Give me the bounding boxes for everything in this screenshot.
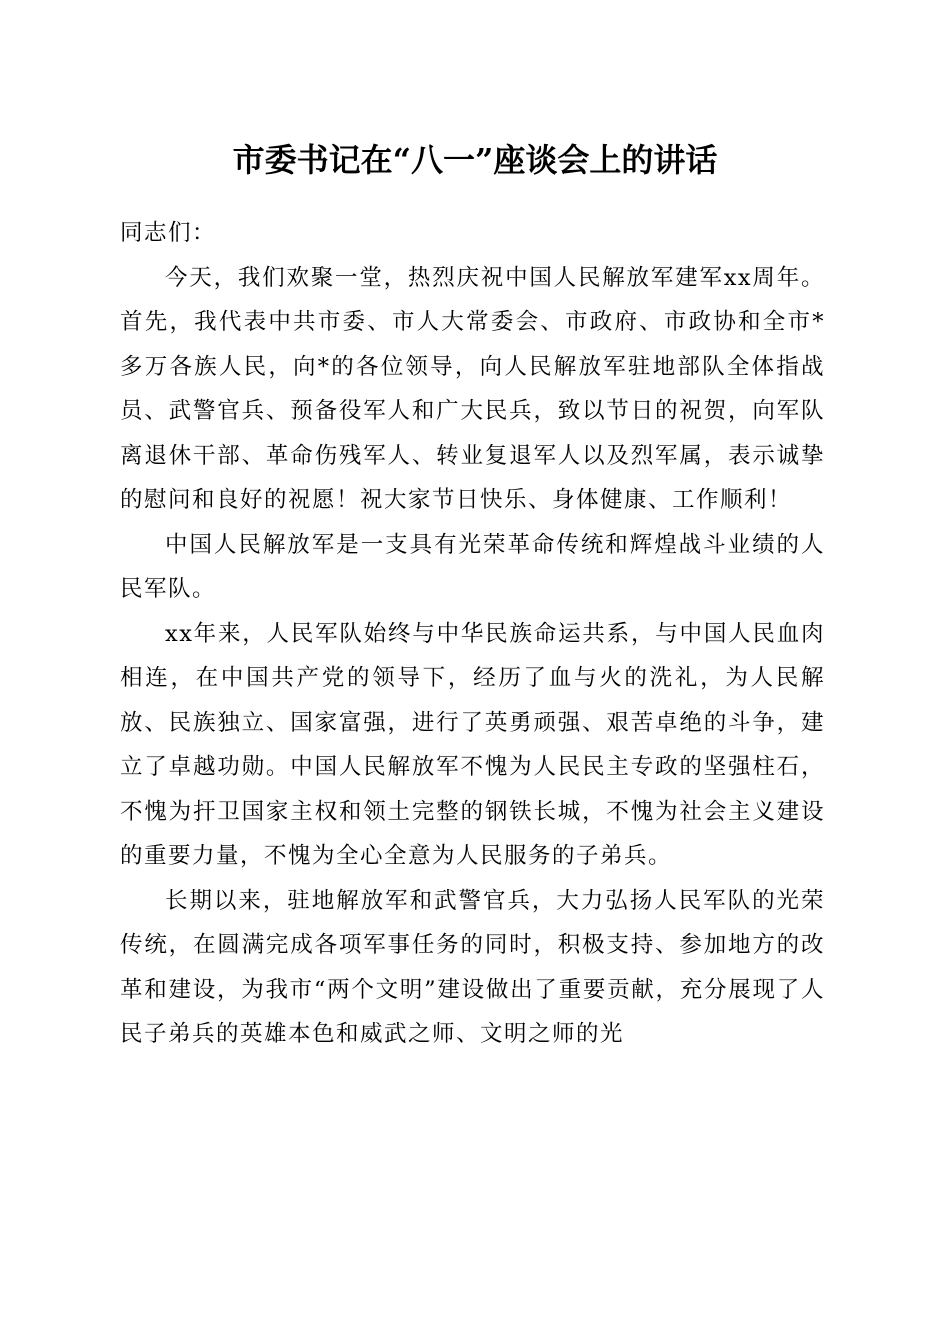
paragraph-4: 长期以来，驻地解放军和武警官兵，大力弘扬人民军队的光荣传统，在圆满完成各项军事任务的同时，积极支持、参加地方的改革和建设，为我市“两个文明”建设做出了重要贡献，充分展现了人民子弟兵的英雄本色和威武之师、文明之师的光 bbox=[120, 887, 825, 1047]
paragraph-1: 今天，我们欢聚一堂，热烈庆祝中国人民解放军建军xx周年。首先，我代表中共市委、市人大常委会、市政府、市政协和全市*多万各族人民，向*的各位领导，向人民解放军驻地部队全体指战员、武警官兵、预备役军人和广大民兵，致以节日的祝贺，向军队离退休干部、革命伤残军人、转业复退军人以及烈军属，表示诚挚的慰问和良好的祝愿！祝大家节日快乐、身体健康、工作顺利！ bbox=[120, 264, 825, 513]
document-body bbox=[120, 211, 825, 1057]
document-title: 市委书记在“八一”座谈会上的讲话 bbox=[232, 141, 718, 179]
salutation: 同志们： bbox=[120, 220, 217, 246]
paragraph-2: 中国人民解放军是一支具有光荣革命传统和辉煌战斗业绩的人民军队。 bbox=[120, 531, 825, 602]
paragraph-3: xx年来，人民军队始终与中华民族命运共系，与中国人民血肉相连，在中国共产党的领导下，经历了血与火的洗礼，为人民解放、民族独立、国家富强，进行了英勇顽强、艰苦卓绝的斗争，建立了卓越功勋。中国人民解放军不愧为人民民主专政的坚强柱石，不愧为扞卫国家主权和领土完整的钢铁长城，不愧为社会主义建设的重要力量，不愧为全心全意为人民服务的子弟兵。 bbox=[120, 620, 825, 869]
